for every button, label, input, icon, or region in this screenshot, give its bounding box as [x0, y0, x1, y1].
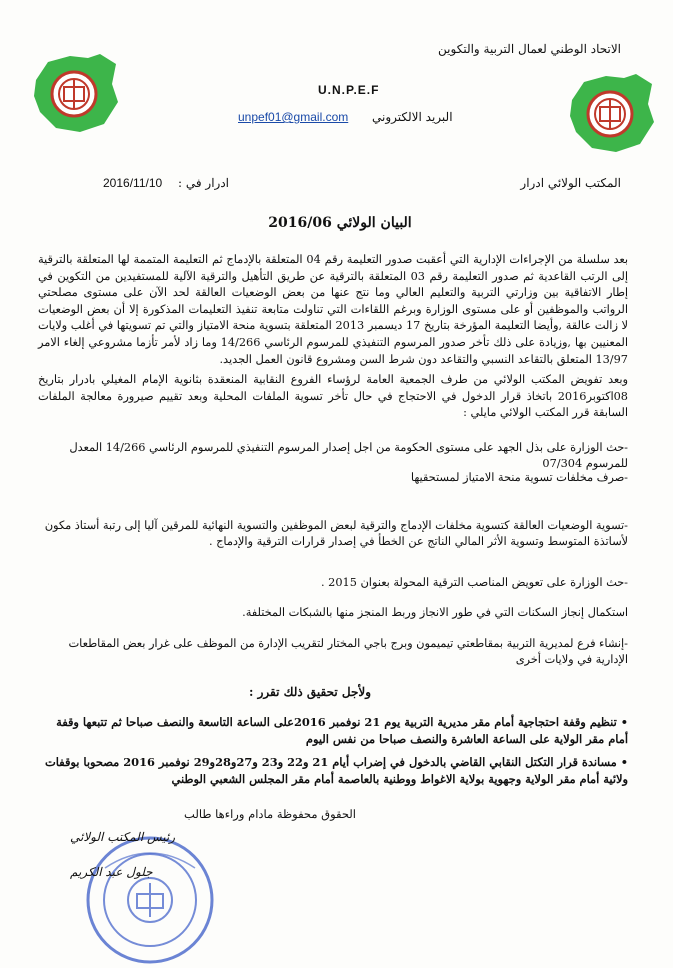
bullet-icon: • — [616, 715, 628, 729]
organization-acronym: U.N.P.E.F — [318, 83, 380, 97]
bullet-icon: • — [616, 755, 628, 769]
demand-item-1: -حث الوزارة على بذل الجهد على مستوى الحكومة من اجل إصدار المرسوم التنفيذي للمرسوم الرئاسي 14/266 المعدل للمرسوم 07/304 — [69, 441, 628, 470]
document-title: البيان الولائي 2016/06 — [268, 215, 412, 231]
union-logo-right-icon — [566, 70, 658, 156]
paragraph-intro: بعد سلسلة من الإجراءات الإدارية التي أعقبت صدور التعليمة رقم 04 المتعلقة بالإدماج ثم التعليمة المتممة لها المتعلقة بالترقية إلى الرتب القاعدية ثم صدور التعليمة رقم 03 المتعلقة بالترقية عن طريق التأهيل والترقية الآلية للمستفيدين من التكوين في إطار الاتفاقية بين وزارتي التربية والتعليم العالي وما نتج عنها من بعض الوضعيات العالقة لحد الآن على مستوى مصلحتي الرواتب والموظفين أو على مستوى الوزارة وبرغم اللقاءات التي تناولت متابعة تنفيذ التعليمات المذكورة إلا أن بعض الوضعيات لا زالت عالقة ,وأيضا التعليمة المؤرخة بتاريخ 17 ديسمبر 2013 المتعلقة بتسوية منحة الامتياز والتي تم تسويتها في أغلب ولايات المعنيين بها ,وزيادة على ذلك تأخر صدور المرسوم التنفيذي للمرسوم الرئاسي 14/266 وما زاد لأمر تأزما مشروعي إلغاء الامر 13/97 المتعلق بالتقاعد النسبي والتقاعد دون شرط السن ومشروع قانون العمل الجديد. — [38, 253, 629, 366]
signature-name: جلول عبد الكريم — [70, 865, 153, 879]
date-value: 2016/11/10 — [103, 176, 163, 190]
organization-name: الاتحاد الوطني لعمال التربية والتكوين — [438, 42, 621, 56]
resolution-item-1: • تنظيم وقفة احتجاجية أمام مقر مديرية التربية يوم 21 نوفمبر 2016على الساعة التاسعة والنصف صباحا ثم تتبعها وقفة أمام مقر الولاية على الساعة العاشرة والنصف صباحا من نفس اليوم — [56, 715, 628, 746]
demand-item-4: -حث الوزارة على تعويض المناصب الترقية المحولة بعنوان 2015 . — [320, 576, 628, 589]
office-name: المكتب الولائي ادرار — [520, 176, 621, 190]
paragraph-delegation: وبعد تفويض المكتب الولائي من طرف الجمعية العامة لرؤساء الفروع النقابية المنعقدة بثانوية الإمام المغيلي بادرار بتاريخ 08اكتوبر2016 باتخاذ قرار الدخول في الاحتجاج في حال تأخر تسوية الملفات المحلية وبعد تقييم صيرورة معالجة الملفات السابقة قرر المكتب الولائي مايلي : — [38, 373, 628, 420]
union-logo-left-icon — [30, 50, 122, 136]
demand-item-5: استكمال إنجاز السكنات التي في طور الانجاز وربط المنجز منها بالشبكات المختلفة. — [242, 606, 628, 619]
decision-heading: ولأجل تحقيق ذلك تقرر : — [248, 685, 371, 699]
date-label: ادرار في : — [178, 176, 230, 190]
demand-item-6: -إنشاء فرع لمديرية التربية بمقاطعتي تيميمون وبرج باجي المختار لتقريب الإدارة من الموظف على غرار بعض المقاطعات الإدارية في ولايات أخرى — [68, 637, 628, 666]
signature-title: رئيس المكتب الولائي — [70, 830, 176, 844]
demand-item-2: -صرف مخلفات تسوية منحة الامتياز لمستحقيها — [410, 471, 628, 484]
email-label: البريد الالكتروني — [372, 110, 453, 124]
resolution-item-2: • مساندة قرار التكتل النقابي القاضي بالدخول في إضراب أيام 21 و22 و23 و27و28و29 نوفمبر 2016 مصحوبا بوقفات ولائية أمام مقر الولاية وجهوية بولاية الاغواط ووطنية بالعاصمة أمام مقر المجلس الشعبي الوطني — [44, 755, 628, 786]
demand-item-3: -تسوية الوضعيات العالقة كتسوية مخلفات الإدماج والترقية لبعض الموظفين والتسوية النهائية للمرقين آليا إلى رتبة أستاذ مكون لأساتذة المتوسط وتسوية الأثر المالي الناتج عن الخطأ في إصدار قرارات الترقية والإدماج . — [44, 519, 628, 548]
email-link[interactable]: unpef01@gmail.com — [238, 110, 349, 124]
closing-motto: الحقوق محفوظة مادام وراءها طالب — [184, 807, 356, 821]
official-stamp-icon — [75, 828, 225, 968]
